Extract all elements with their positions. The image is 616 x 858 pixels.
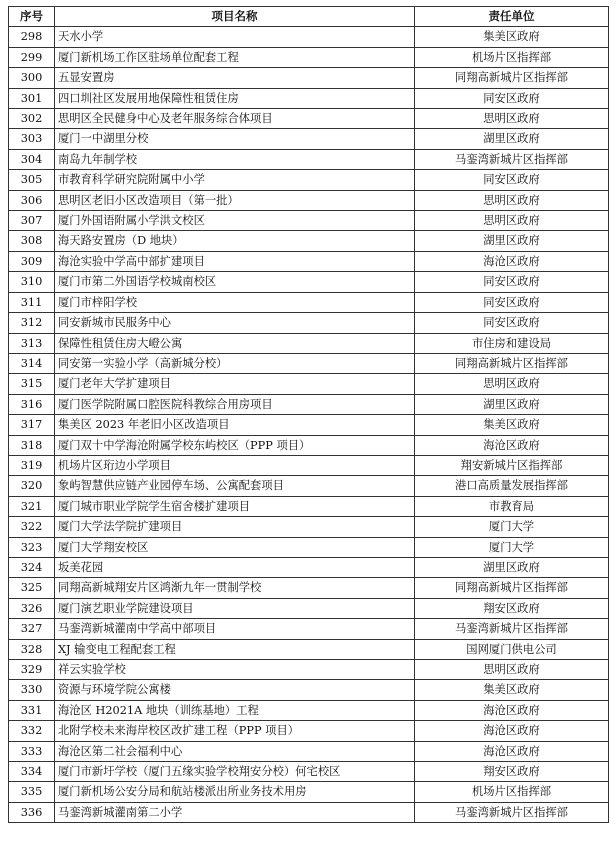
project-name-cell: 厦门新机场工作区驻场单位配套工程 (55, 47, 415, 67)
header-project-name: 项目名称 (55, 7, 415, 27)
table-row (9, 170, 609, 190)
project-name-cell: 厦门演艺职业学院建设项目 (55, 598, 415, 618)
serial-number-cell: 317 (9, 415, 55, 435)
project-name-cell: 南岛九年制学校 (55, 149, 415, 169)
table-row (9, 476, 609, 496)
project-name-cell: XJ 输变电工程配套工程 (55, 639, 415, 659)
serial-number-cell: 321 (9, 496, 55, 516)
table-row (9, 231, 609, 251)
responsible-unit-cell: 机场片区指挥部 (415, 47, 609, 67)
serial-number-cell: 334 (9, 762, 55, 782)
serial-number-cell: 319 (9, 455, 55, 475)
project-name-cell: 思明区全民健身中心及老年服务综合体项目 (55, 109, 415, 129)
serial-number-cell: 328 (9, 639, 55, 659)
responsible-unit-cell: 湖里区政府 (415, 557, 609, 577)
table-row (9, 292, 609, 312)
table-row (9, 129, 609, 149)
table-row (9, 27, 609, 47)
responsible-unit-cell: 国网厦门供电公司 (415, 639, 609, 659)
serial-number-cell: 325 (9, 578, 55, 598)
serial-number-cell: 301 (9, 88, 55, 108)
project-name-cell: 海沧实验中学高中部扩建项目 (55, 251, 415, 271)
responsible-unit-cell: 港口高质量发展指挥部 (415, 476, 609, 496)
table-row (9, 190, 609, 210)
project-name-cell: 海沧区第二社会福利中心 (55, 741, 415, 761)
table-row (9, 639, 609, 659)
project-name-cell: 祥云实验学校 (55, 660, 415, 680)
serial-number-cell: 331 (9, 700, 55, 720)
project-name-cell: 同翔高新城翔安片区鸿渐九年一贯制学校 (55, 578, 415, 598)
table-row (9, 660, 609, 680)
serial-number-cell: 323 (9, 537, 55, 557)
serial-number-cell: 302 (9, 109, 55, 129)
table-row (9, 598, 609, 618)
project-name-cell: 厦门市第二外国语学校城南校区 (55, 272, 415, 292)
serial-number-cell: 336 (9, 802, 55, 822)
serial-number-cell: 312 (9, 313, 55, 333)
project-name-cell: 思明区老旧小区改造项目（第一批） (55, 190, 415, 210)
project-name-cell: 厦门大学翔安校区 (55, 537, 415, 557)
table-row (9, 537, 609, 557)
project-name-cell: 象屿智慧供应链产业园停车场、公寓配套项目 (55, 476, 415, 496)
table-row (9, 394, 609, 414)
serial-number-cell: 335 (9, 782, 55, 802)
serial-number-cell: 298 (9, 27, 55, 47)
responsible-unit-cell: 湖里区政府 (415, 394, 609, 414)
serial-number-cell: 310 (9, 272, 55, 292)
table-row (9, 496, 609, 516)
table-row (9, 741, 609, 761)
project-name-cell: 厦门老年大学扩建项目 (55, 374, 415, 394)
responsible-unit-cell: 厦门大学 (415, 537, 609, 557)
project-name-cell: 厦门外国语附属小学洪文校区 (55, 211, 415, 231)
serial-number-cell: 333 (9, 741, 55, 761)
project-name-cell: 厦门新机场公安分局和航站楼派出所业务技术用房 (55, 782, 415, 802)
responsible-unit-cell: 思明区政府 (415, 211, 609, 231)
serial-number-cell: 316 (9, 394, 55, 414)
table-row (9, 313, 609, 333)
project-name-cell: 保障性租赁住房大嶝公寓 (55, 333, 415, 353)
project-name-cell: 厦门双十中学海沧附属学校东屿校区（PPP 项目） (55, 435, 415, 455)
table-row (9, 557, 609, 577)
responsible-unit-cell: 同安区政府 (415, 88, 609, 108)
responsible-unit-cell: 思明区政府 (415, 109, 609, 129)
project-name-cell: 厦门城市职业学院学生宿舍楼扩建项目 (55, 496, 415, 516)
table-row (9, 455, 609, 475)
project-name-cell: 海天路安置房（D 地块） (55, 231, 415, 251)
responsible-unit-cell: 翔安新城片区指挥部 (415, 455, 609, 475)
table-row (9, 680, 609, 700)
responsible-unit-cell: 思明区政府 (415, 190, 609, 210)
project-table (8, 6, 609, 823)
responsible-unit-cell: 海沧区政府 (415, 251, 609, 271)
responsible-unit-cell: 同翔高新城片区指挥部 (415, 578, 609, 598)
table-row (9, 802, 609, 822)
responsible-unit-cell: 思明区政府 (415, 660, 609, 680)
serial-number-cell: 314 (9, 353, 55, 373)
table-body (9, 27, 609, 823)
serial-number-cell: 329 (9, 660, 55, 680)
responsible-unit-cell: 厦门大学 (415, 517, 609, 537)
serial-number-cell: 327 (9, 619, 55, 639)
serial-number-cell: 322 (9, 517, 55, 537)
header-row (9, 7, 609, 27)
responsible-unit-cell: 马銮湾新城片区指挥部 (415, 149, 609, 169)
table-row (9, 47, 609, 67)
serial-number-cell: 303 (9, 129, 55, 149)
serial-number-cell: 315 (9, 374, 55, 394)
project-name-cell: 市教育科学研究院附属中小学 (55, 170, 415, 190)
project-name-cell: 厦门市新圩学校（厦门五缘实验学校翔安分校）何宅校区 (55, 762, 415, 782)
responsible-unit-cell: 海沧区政府 (415, 741, 609, 761)
serial-number-cell: 309 (9, 251, 55, 271)
table-row (9, 435, 609, 455)
responsible-unit-cell: 集美区政府 (415, 680, 609, 700)
project-name-cell: 五显安置房 (55, 68, 415, 88)
serial-number-cell: 330 (9, 680, 55, 700)
project-name-cell: 马銮湾新城灌南第二小学 (55, 802, 415, 822)
table-row (9, 88, 609, 108)
serial-number-cell: 305 (9, 170, 55, 190)
serial-number-cell: 299 (9, 47, 55, 67)
project-name-cell: 厦门医学院附属口腔医院科教综合用房项目 (55, 394, 415, 414)
project-name-cell: 厦门市梓阳学校 (55, 292, 415, 312)
serial-number-cell: 318 (9, 435, 55, 455)
project-name-cell: 海沧区 H2021A 地块（训练基地）工程 (55, 700, 415, 720)
responsible-unit-cell: 海沧区政府 (415, 700, 609, 720)
table-row (9, 762, 609, 782)
project-name-cell: 同安新城市民服务中心 (55, 313, 415, 333)
header-serial-number: 序号 (9, 7, 55, 27)
table-row (9, 374, 609, 394)
responsible-unit-cell: 同安区政府 (415, 292, 609, 312)
responsible-unit-cell: 同安区政府 (415, 313, 609, 333)
serial-number-cell: 300 (9, 68, 55, 88)
responsible-unit-cell: 马銮湾新城片区指挥部 (415, 619, 609, 639)
table-row (9, 333, 609, 353)
serial-number-cell: 324 (9, 557, 55, 577)
table-row (9, 211, 609, 231)
serial-number-cell: 307 (9, 211, 55, 231)
table-row (9, 782, 609, 802)
responsible-unit-cell: 市住房和建设局 (415, 333, 609, 353)
project-name-cell: 马銮湾新城灌南中学高中部项目 (55, 619, 415, 639)
responsible-unit-cell: 同翔高新城片区指挥部 (415, 68, 609, 88)
table-row (9, 353, 609, 373)
responsible-unit-cell: 机场片区指挥部 (415, 782, 609, 802)
project-name-cell: 四口圳社区发展用地保障性租赁住房 (55, 88, 415, 108)
table-row (9, 721, 609, 741)
table-row (9, 578, 609, 598)
responsible-unit-cell: 市教育局 (415, 496, 609, 516)
serial-number-cell: 308 (9, 231, 55, 251)
responsible-unit-cell: 集美区政府 (415, 415, 609, 435)
project-name-cell: 资源与环境学院公寓楼 (55, 680, 415, 700)
responsible-unit-cell: 湖里区政府 (415, 129, 609, 149)
project-name-cell: 同安第一实验小学（高新城分校） (55, 353, 415, 373)
serial-number-cell: 332 (9, 721, 55, 741)
table-row (9, 251, 609, 271)
serial-number-cell: 313 (9, 333, 55, 353)
project-name-cell: 北附学校未来海岸校区改扩建工程（PPP 项目） (55, 721, 415, 741)
project-name-cell: 天水小学 (55, 27, 415, 47)
table-row (9, 517, 609, 537)
serial-number-cell: 326 (9, 598, 55, 618)
serial-number-cell: 320 (9, 476, 55, 496)
responsible-unit-cell: 思明区政府 (415, 374, 609, 394)
responsible-unit-cell: 湖里区政府 (415, 231, 609, 251)
responsible-unit-cell: 海沧区政府 (415, 435, 609, 455)
responsible-unit-cell: 同翔高新城片区指挥部 (415, 353, 609, 373)
project-name-cell: 集美区 2023 年老旧小区改造项目 (55, 415, 415, 435)
responsible-unit-cell: 集美区政府 (415, 27, 609, 47)
serial-number-cell: 306 (9, 190, 55, 210)
table-row (9, 700, 609, 720)
responsible-unit-cell: 同安区政府 (415, 170, 609, 190)
project-name-cell: 坂美花园 (55, 557, 415, 577)
responsible-unit-cell: 马銮湾新城片区指挥部 (415, 802, 609, 822)
responsible-unit-cell: 同安区政府 (415, 272, 609, 292)
project-name-cell: 厦门大学法学院扩建项目 (55, 517, 415, 537)
table-row (9, 68, 609, 88)
serial-number-cell: 304 (9, 149, 55, 169)
serial-number-cell: 311 (9, 292, 55, 312)
responsible-unit-cell: 翔安区政府 (415, 598, 609, 618)
table-row (9, 415, 609, 435)
table-row (9, 149, 609, 169)
table-row (9, 272, 609, 292)
responsible-unit-cell: 翔安区政府 (415, 762, 609, 782)
table-row (9, 109, 609, 129)
project-name-cell: 机场片区珩边小学项目 (55, 455, 415, 475)
header-responsible-unit: 责任单位 (415, 7, 609, 27)
project-name-cell: 厦门一中湖里分校 (55, 129, 415, 149)
table-row (9, 619, 609, 639)
responsible-unit-cell: 海沧区政府 (415, 721, 609, 741)
